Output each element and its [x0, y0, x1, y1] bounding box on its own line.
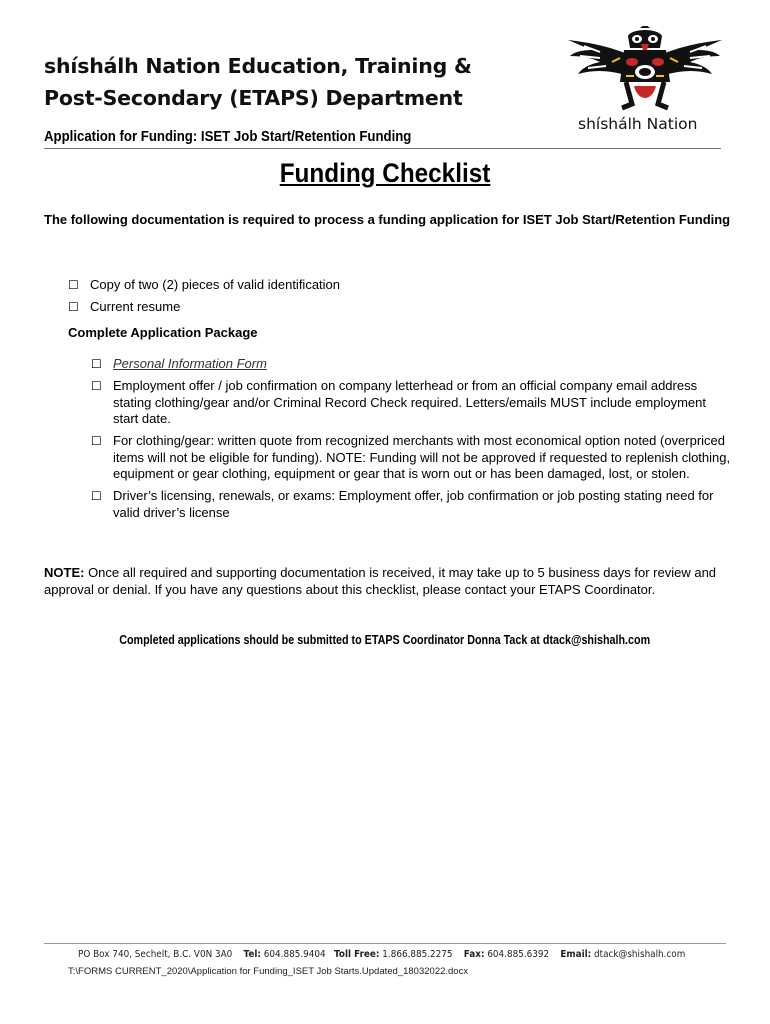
intro-text: The following documentation is required to process a funding application for ISET Job Start/Retention Funding	[44, 212, 731, 227]
checkbox[interactable]: ☐	[91, 379, 102, 393]
file-path: T:\FORMS CURRENT_2020\Application for Funding_ISET Job Starts.Updated_18032022.docx	[68, 966, 469, 977]
note-label: NOTE:	[44, 565, 85, 580]
footer-fax-label: Fax:	[463, 949, 485, 960]
checklist-item[interactable]	[91, 433, 731, 483]
checklist-item[interactable]	[68, 299, 668, 316]
checkbox[interactable]: ☐	[91, 489, 102, 503]
footer-tollfree: 1.866.885.2275	[382, 949, 453, 960]
checklist-item[interactable]	[68, 277, 668, 294]
footer-fax: 604.885.6392	[487, 949, 550, 960]
organization-title-line-1: shíshálh Nation Education, Training &	[44, 54, 472, 78]
page-title: Funding Checklist	[279, 158, 491, 188]
organization-title	[44, 50, 514, 114]
package-heading: Complete Application Package	[68, 325, 258, 340]
checklist-item-label: Current resume	[90, 299, 181, 314]
checklist-item[interactable]	[91, 356, 731, 373]
checkbox[interactable]: ☐	[68, 300, 79, 314]
nation-logo	[566, 26, 724, 138]
form-subtitle: Application for Funding: ISET Job Start/Retention Funding	[44, 128, 412, 145]
checkbox[interactable]: ☐	[91, 434, 102, 448]
contact-footer	[78, 949, 685, 960]
checkbox[interactable]: ☐	[68, 278, 79, 292]
footer-tollfree-label: Toll Free:	[334, 949, 380, 960]
checklist-item-label: Employment offer / job confirmation on company letterhead or from an official company email address stating clothing/gear and/or Criminal Record Check required. Letters/emails MUST include employment start date.	[113, 378, 706, 426]
processing-note	[44, 565, 734, 598]
submission-instructions-wrapper	[0, 631, 770, 649]
package-checklist	[91, 356, 731, 527]
footer-email[interactable]: dtack@shishalh.com	[594, 949, 686, 960]
submission-instructions: Completed applications should be submitted to ETAPS Coordinator Donna Tack at dtack@shishalh.com	[119, 633, 651, 647]
page-title-wrapper	[0, 158, 770, 189]
personal-information-form-link[interactable]: Personal Information Form	[113, 356, 267, 371]
footer-tel-label: Tel:	[243, 949, 261, 960]
header-divider	[44, 148, 721, 149]
logo-wordmark: shíshálh Nation	[578, 115, 698, 133]
footer-divider	[44, 943, 726, 944]
checklist-item-label: Copy of two (2) pieces of valid identification	[90, 277, 341, 292]
note-text: Once all required and supporting documentation is received, it may take up to 5 business days for review and approval or denial. If you have any questions about this checklist, please contact your ETAPS Coordinator.	[44, 565, 717, 597]
checklist-item[interactable]	[91, 378, 731, 428]
checklist-item-label: Driver’s licensing, renewals, or exams: Employment offer, job confirmation or job posting stating need for valid driver’s license	[113, 488, 714, 520]
checklist-item-label: For clothing/gear: written quote from recognized merchants with most economical option noted (overpriced items will not be eligible for funding). NOTE: Funding will not be approved if requested to replenish clothing, equipment or gear clothing, equipment or gear that is worn out or has been damaged, lost, or stolen.	[113, 433, 731, 481]
organization-title-line-2: Post-Secondary (ETAPS) Department	[44, 86, 463, 110]
checkbox[interactable]: ☐	[91, 357, 102, 371]
footer-email-label: Email:	[560, 949, 592, 960]
footer-address: PO Box 740, Sechelt, B.C. V0N 3A0	[78, 949, 233, 960]
thunderbird-crest-icon	[566, 26, 724, 116]
footer-tel: 604.885.9404	[263, 949, 326, 960]
checklist-item[interactable]	[91, 488, 731, 521]
basic-checklist	[68, 277, 668, 321]
